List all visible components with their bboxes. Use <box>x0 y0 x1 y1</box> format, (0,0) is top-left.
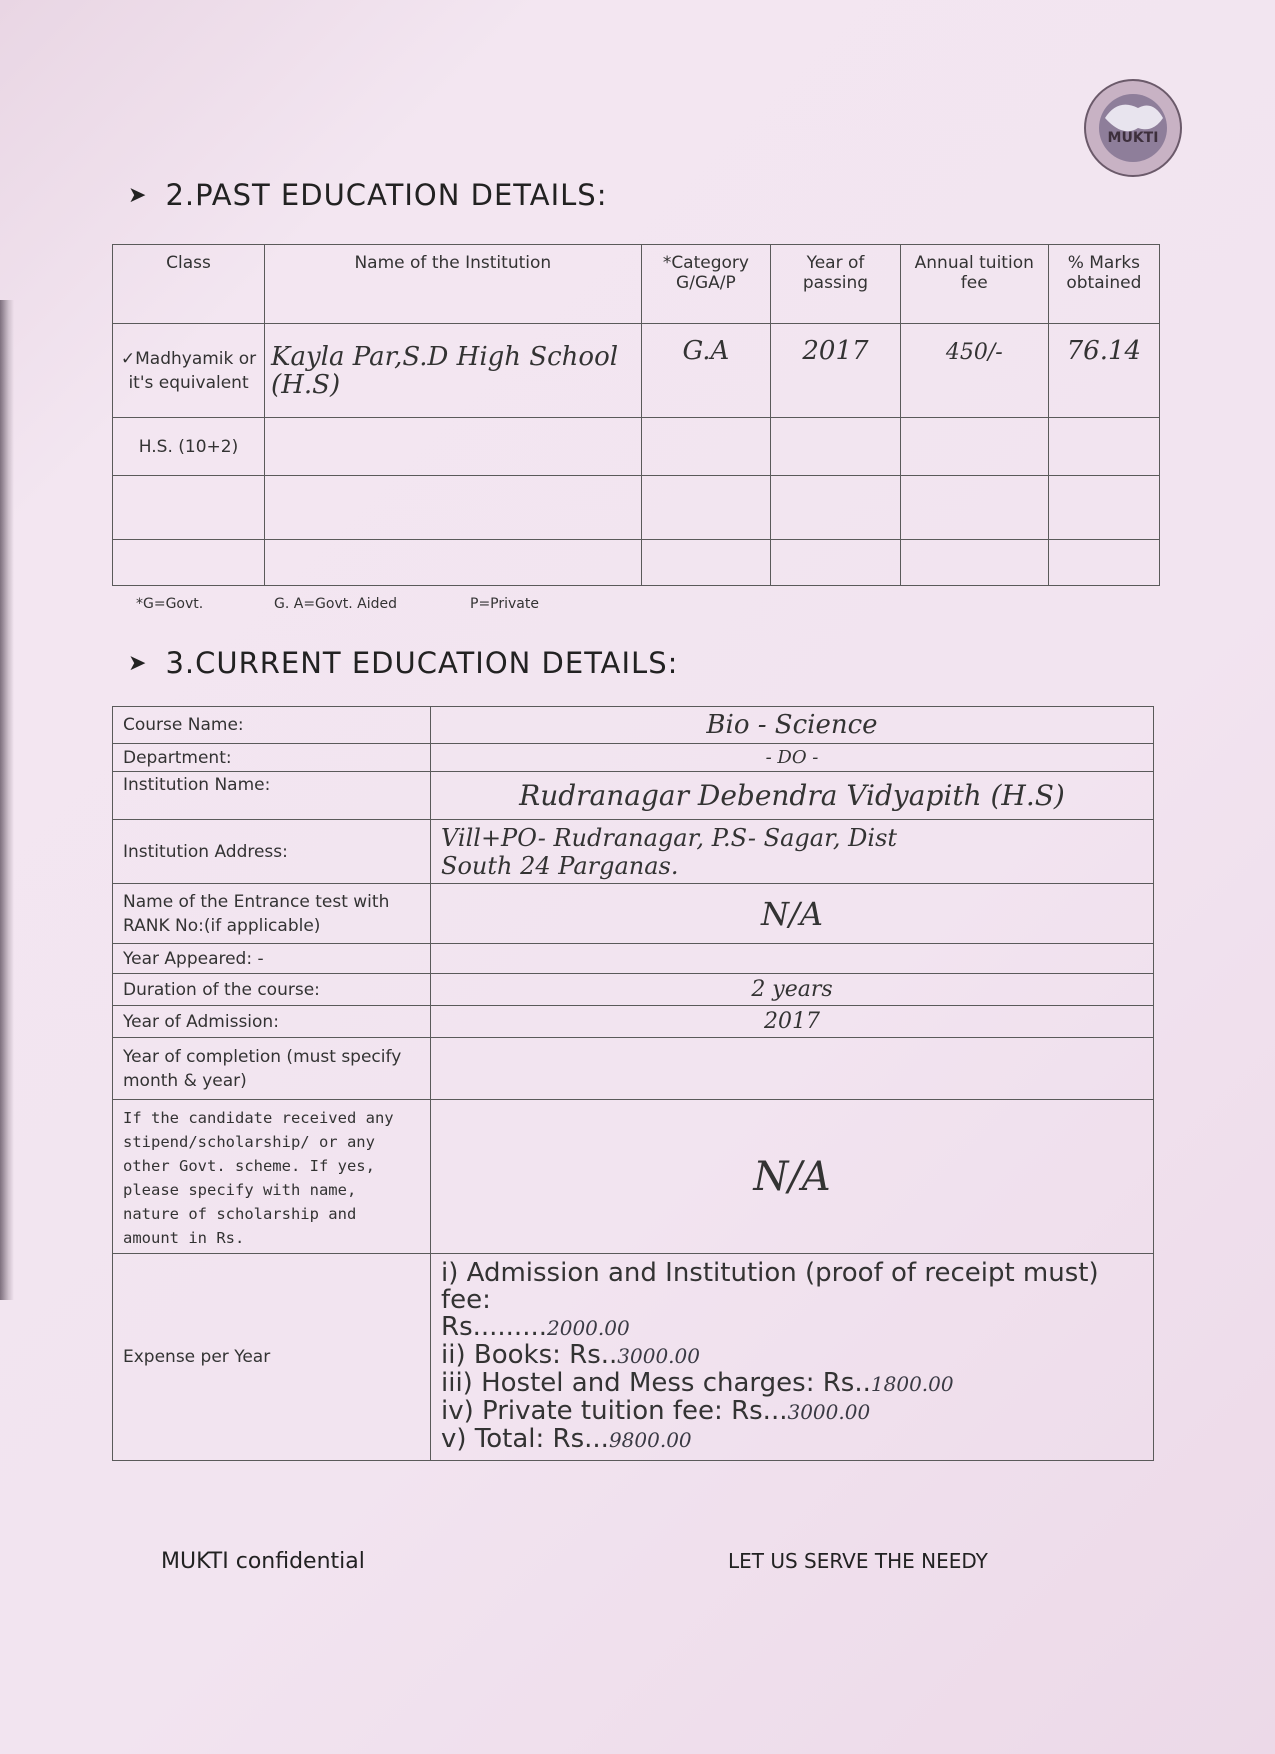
cell-category <box>641 418 771 476</box>
value-entrance-test: N/A <box>431 884 1154 944</box>
cell-category: G.A <box>641 324 771 418</box>
value-year-of-completion <box>431 1038 1154 1100</box>
section-title-text: 2.PAST EDUCATION DETAILS: <box>165 178 608 212</box>
header-category: *Category G/GA/P <box>641 245 771 324</box>
value-institution-address <box>431 820 1154 884</box>
value-institution-name: Rudranagar Debendra Vidyapith (H.S) <box>431 772 1154 820</box>
label-duration: Duration of the course: <box>113 974 431 1006</box>
cell-year: 2017 <box>771 324 901 418</box>
header-class: Class <box>113 245 265 324</box>
label-year-of-admission: Year of Admission: <box>113 1006 431 1038</box>
table-row <box>113 1100 1154 1254</box>
table-row <box>113 1254 1154 1461</box>
value-year-of-admission: 2017 <box>431 1006 1154 1038</box>
expense-hostel-prefix: iii) Hostel and Mess charges: Rs.. <box>441 1368 871 1398</box>
table-row <box>113 324 1160 418</box>
label-course-name: Course Name: <box>113 707 431 744</box>
label-entrance-test: Name of the Entrance test with RANK No:(if applicable) <box>113 884 431 944</box>
expense-tuition-value: 3000.00 <box>787 1400 871 1424</box>
table-row <box>113 772 1154 820</box>
cell-institution: Kayla Par,S.D High School (H.S) <box>265 324 642 418</box>
cell-fee <box>900 418 1048 476</box>
table-row <box>113 540 1160 586</box>
value-course-name: Bio - Science <box>431 707 1154 744</box>
expense-tuition <box>441 1398 1143 1426</box>
expense-tuition-prefix: iv) Private tuition fee: Rs... <box>441 1396 788 1426</box>
expense-admission-prefix: Rs......... <box>441 1312 547 1342</box>
table-row <box>113 974 1154 1006</box>
cell-year <box>771 540 901 586</box>
expense-hostel-value: 1800.00 <box>870 1372 954 1396</box>
table-row <box>113 476 1160 540</box>
cell-institution <box>265 476 642 540</box>
expense-admission-label: i) Admission and Institution (proof of receipt must) fee: <box>441 1258 1099 1315</box>
section-title-current-education <box>128 646 678 680</box>
cell-fee <box>900 476 1048 540</box>
label-expense-per-year: Expense per Year <box>113 1254 431 1461</box>
header-marks: % Marks obtained <box>1048 245 1159 324</box>
value-expense-details <box>431 1254 1154 1461</box>
footer-confidential: MUKTI confidential <box>161 1549 365 1574</box>
label-stipend: If the candidate received any stipend/scholarship/ or any other Govt. scheme. If yes, please specify with name, nature of scholarship and amount in Rs. <box>113 1100 431 1254</box>
cell-year <box>771 476 901 540</box>
value-duration: 2 years <box>431 974 1154 1006</box>
cell-institution <box>265 418 642 476</box>
table-row <box>113 1038 1154 1100</box>
table-row <box>113 707 1154 744</box>
expense-books <box>441 1342 1143 1370</box>
table-row <box>113 884 1154 944</box>
footer-slogan: LET US SERVE THE NEEDY <box>728 1549 988 1573</box>
expense-books-value: 3000.00 <box>617 1344 700 1368</box>
cell-year <box>771 418 901 476</box>
logo-text: MUKTI <box>1107 130 1159 146</box>
legend-private: P=Private <box>470 596 539 612</box>
header-year: Year of passing <box>771 245 901 324</box>
section-title-past-education <box>128 178 607 212</box>
cell-fee: 450/- <box>900 324 1048 418</box>
legend-govt-aided: G. A=Govt. Aided <box>274 596 397 612</box>
arrow-icon: ➤ <box>128 183 148 208</box>
label-year-appeared: Year Appeared: - <box>113 944 431 974</box>
expense-books-prefix: ii) Books: Rs.. <box>441 1340 618 1370</box>
mukti-logo <box>1083 78 1183 178</box>
label-year-of-completion: Year of completion (must specify month & year) <box>113 1038 431 1100</box>
label-institution-address: Institution Address: <box>113 820 431 884</box>
binding-edge <box>0 300 14 1300</box>
cell-class: ✓Madhyamik or it's equivalent <box>113 324 265 418</box>
value-year-appeared <box>431 944 1154 974</box>
table-row <box>113 744 1154 772</box>
current-education-table <box>112 706 1154 1461</box>
value-department: - DO - <box>431 744 1154 772</box>
label-institution-name: Institution Name: <box>113 772 431 820</box>
table-header-row <box>113 245 1160 324</box>
cell-marks <box>1048 418 1159 476</box>
table-row <box>113 1006 1154 1038</box>
cell-category <box>641 476 771 540</box>
arrow-icon: ➤ <box>128 651 148 676</box>
expense-admission-amount <box>441 1314 1143 1342</box>
expense-total <box>441 1426 1143 1454</box>
label-department: Department: <box>113 744 431 772</box>
table-row <box>113 820 1154 884</box>
cell-class: H.S. (10+2) <box>113 418 265 476</box>
section-title-text: 3.CURRENT EDUCATION DETAILS: <box>165 646 679 680</box>
value-stipend: N/A <box>431 1100 1154 1254</box>
past-education-table <box>112 244 1160 586</box>
header-institution: Name of the Institution <box>265 245 642 324</box>
cell-class <box>113 540 265 586</box>
legend-govt: *G=Govt. <box>136 596 204 612</box>
expense-total-value: 9800.00 <box>608 1428 692 1452</box>
table-row <box>113 418 1160 476</box>
cell-marks: 76.14 <box>1048 324 1159 418</box>
header-fee: Annual tuition fee <box>900 245 1048 324</box>
cell-class <box>113 476 265 540</box>
cell-category <box>641 540 771 586</box>
expense-total-prefix: v) Total: Rs... <box>441 1424 609 1454</box>
cell-marks <box>1048 476 1159 540</box>
address-line-1: Vill+PO- Rudranagar, P.S- Sagar, Dist <box>441 823 898 852</box>
cell-marks <box>1048 540 1159 586</box>
expense-admission-value: 2000.00 <box>547 1316 630 1340</box>
cell-fee <box>900 540 1048 586</box>
expense-hostel <box>441 1370 1143 1398</box>
cell-institution <box>265 540 642 586</box>
address-line-2: South 24 Parganas. <box>441 851 679 880</box>
table-row <box>113 944 1154 974</box>
